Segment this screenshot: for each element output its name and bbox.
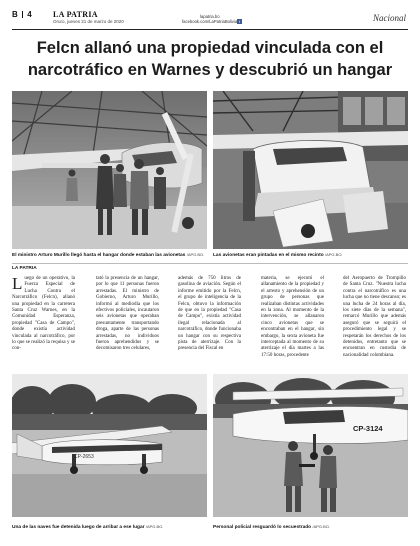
- issue-date: Oruro, jueves 21 de marzo de 2020: [53, 19, 124, 24]
- police-with-plane-image: [213, 374, 408, 517]
- page-number: 4: [27, 10, 32, 19]
- headline: [12, 37, 408, 81]
- photo-credit: /APG.BO.: [324, 252, 343, 257]
- caption-text: Personal policial resguardó lo secuestrado: [213, 525, 312, 530]
- airfield-plane-image: [12, 374, 207, 517]
- facebook-link[interactable]: facebook.com/LaPatriaBolivia: [182, 19, 238, 24]
- section-code: B: [12, 10, 18, 19]
- plane-inside-hangar-image: [213, 91, 408, 249]
- photo-caption-4: [213, 524, 408, 530]
- article-column-1: Luego de un operativo, la Fuerza Especial de Lucha Contra el Narcotráfico (Felcn), allanó una propiedad en la carretera Santa Cruz Warnes, en la Comunidad Esperanza, propiedad "Casa de Campo", donde existía actividad vinculada al narcotráfico, por lo que se realizó la requisa y se con-: [12, 274, 75, 352]
- photo-caption-3: [12, 524, 207, 530]
- article-column-5: del Aeropuerto de Trompillo de Santa Cruz. "Nuestra lucha contra el narcotráfico es una lucha que no tiene descanso; es una lucha de 24 horas al día, los siete días de la semana", remarcó Murillo que además aseguró que se seguirá el procedimiento legal y se respetarán los derechos de los detenidos, entretanto que se encuentran en custodia de nacionalidad colombiana.: [343, 276, 406, 358]
- hangar-scene-image: [12, 91, 207, 249]
- page-label: [12, 10, 32, 19]
- photo-plane-detained: [12, 374, 207, 517]
- caption-text: Una de las naves fue detenida luego de arribar a ese lugar: [12, 525, 145, 530]
- plane-registration: CP-3124: [353, 424, 383, 433]
- site-info: [182, 14, 237, 24]
- photo-credit: /APG.BO.: [186, 252, 205, 257]
- photo-minister-hangar: [12, 91, 207, 249]
- svg-text:CP-2653: CP-2653: [74, 454, 94, 460]
- caption-text: Las avionetas eran pintadas en el mismo recinto: [213, 253, 324, 258]
- section-name: Nacional: [373, 13, 406, 23]
- article-body: [12, 276, 408, 368]
- newspaper-brand: LA PATRIA: [53, 10, 98, 19]
- photo-caption-2: [213, 252, 408, 258]
- article-column-2: tató la presencia de un hangar, por lo que 11 personas fueron arrestadas. El ministro de Gobierno, Arturo Murillo, informó al mediodía que los efectivos policiales, incautaron seis avionetas que operaban presuntamente transportando droga, aparte de las personas arrestadas, no individuos fueron aprehendidos y se decomisaron tres celulares,: [96, 276, 159, 352]
- caption-text: El ministro Arturo Murillo llegó hasta el hangar donde estaban las avionetas: [12, 253, 186, 258]
- article-column-4: materia, se ejecutó el allanamiento de la propiedad y el arresto y aprehensión de un grupo de personas que realizaban distintas actividades en la zona. Al momento de la intervención, se allanaron cinco avionetas que se encontraban en el hangar, sin embargo, la sexta avioneta fue interceptada al momento de su aterrizaje el día martes a las 17:50 horas, procedente: [261, 276, 324, 358]
- facebook-icon: f: [238, 19, 241, 24]
- photo-credit: /APG.BO.: [145, 524, 164, 529]
- drop-cap: L: [12, 274, 23, 293]
- header-divider: [12, 29, 408, 30]
- article-column-3: además de 750 litros de gasolina de aviación. Según el informe emitido por la Felcn, el grupo de inteligencia de la Felcn, obtuvo la información de que en la propiedad "Casa de Campo", existía actividad ilegal relacionada al narcotráfico, donde funcionaba un hangar con su respectiva pista de aterrizaje. Con la presencia del Fiscal en: [178, 276, 241, 352]
- article-byline: LA PATRIA: [12, 266, 37, 271]
- photo-credit: /APG.BO.: [312, 524, 331, 529]
- website-link[interactable]: lapatria.bo: [200, 14, 220, 19]
- photo-divider: [12, 263, 408, 264]
- photo-caption-1: [12, 252, 217, 258]
- photo-police-guarding: [213, 374, 408, 517]
- photo-painted-planes: [213, 91, 408, 249]
- headline-line-1: Felcn allanó una propiedad vinculada con el: [36, 39, 384, 57]
- headline-line-2: narcotráfico en Warnes y descubrió un hangar: [27, 61, 393, 79]
